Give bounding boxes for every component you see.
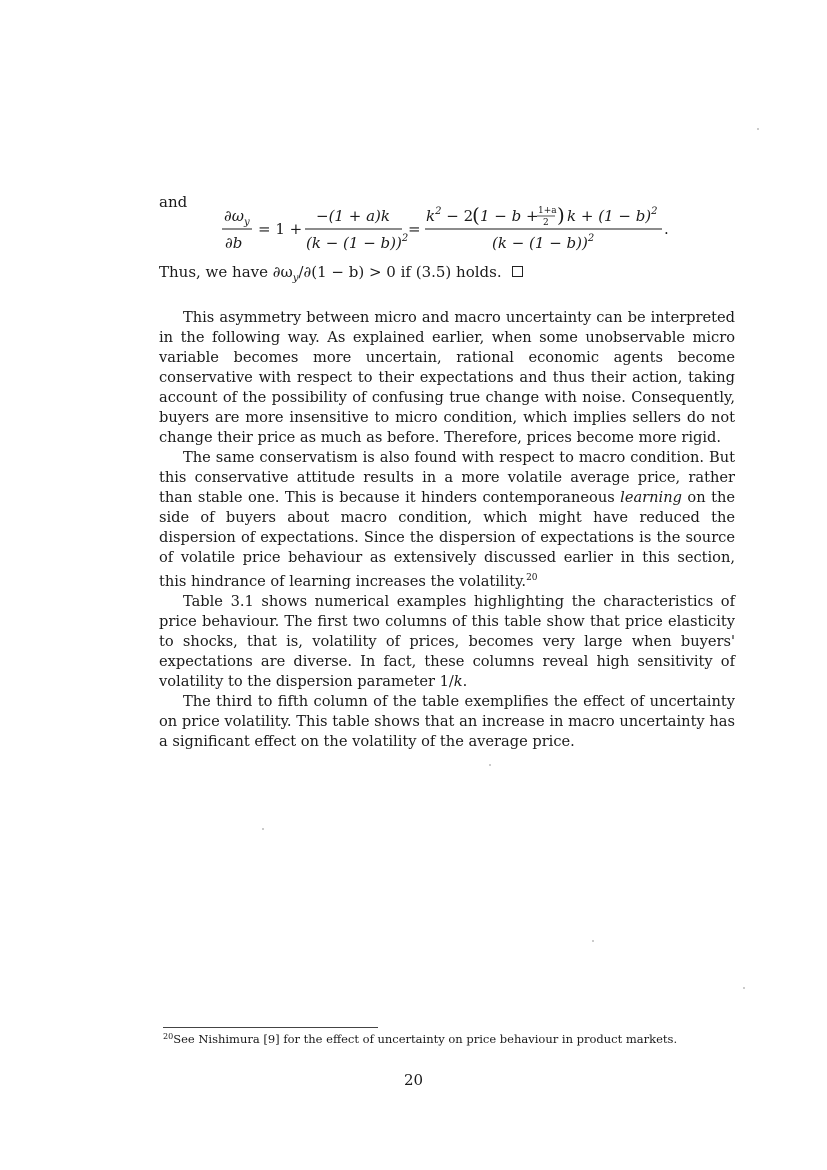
footnote-ref: 20 (526, 573, 538, 583)
scan-speck (262, 828, 264, 830)
equation-period: . (664, 220, 669, 238)
scan-speck (743, 987, 745, 989)
thus-subscript: y (292, 273, 299, 284)
right-paren: ) (557, 203, 565, 227)
scan-speck (592, 940, 594, 942)
footnote-rule (163, 1027, 378, 1028)
left-paren: ( (472, 203, 480, 227)
frac2-denominator: $(k - (1 - b))^2$ (492, 233, 595, 252)
emphasis-learning: learning (620, 489, 682, 506)
thus-prefix: Thus, we have ∂ω (159, 263, 293, 281)
paragraph-1: This asymmetry between micro and macro uncertainty can be interpreted in the following way. As explained earlier, when some unobservable micro variable becomes more uncertain, rational economic agents become conservative with respect to their expectations and thus their action, taking account of the possibility of confusing true change with noise. Consequently, buyers are more insensitive to micro condition, which implies sellers do not change their price as much as before. Therefore, prices become more rigid. (159, 309, 735, 446)
paragraph-2: The same conservatism is also found with respect to macro condition. But this conservative attitude results in a more volatile average price, rather than stable one. This is because it hinders contemporaneous learning on the side of buyers about macro condition, which might have reduced the dispersion of expectations. Since the dispersion of expectations is the source of volatile price behaviour as extensively discussed earlier in this section, this hindrance of learning increases the volatility.$^{20}$ (159, 449, 735, 590)
paren-inner: 1 − b + (480, 207, 539, 225)
footnote-text: See Nishimura [9] for the effect of uncertainty on price behaviour in product markets. (173, 1032, 678, 1046)
frac1-numerator: −(1 + a)k (316, 207, 390, 225)
paragraph-4: The third to fifth column of the table exemplifies the effect of uncertainty on price volatility. This table shows that an increase in macro uncertainty has a significant effect on the volatility of the average price. (159, 692, 735, 750)
thus-suffix: /∂(1 − b) > 0 if (3.5) holds. (298, 263, 502, 281)
equals-one-plus: = 1 + (258, 220, 303, 238)
lhs-denominator: ∂b (225, 234, 243, 252)
equals-sign: = (408, 220, 421, 238)
frac2-numerator-start: $k^2 - 2$ (426, 206, 474, 225)
scan-speck (757, 128, 759, 130)
derivative-equation (222, 203, 672, 261)
footnote (163, 1032, 677, 1046)
footnote-mark: 20 (163, 1032, 174, 1041)
page-number: 20 (403, 1071, 424, 1089)
frac2-numerator-end: $k + (1 - b)^2$ (567, 206, 658, 225)
frac1-denominator: $(k - (1 - b))^2$ (306, 233, 409, 252)
scan-speck (489, 764, 491, 766)
lhs-numerator: $\partial\omega_y$ (224, 207, 250, 228)
qed-square-icon (512, 266, 523, 277)
small-frac-den: 2 (543, 218, 549, 228)
paragraph-3: Table 3.1 shows numerical examples highlighting the characteristics of price behaviour. The first two columns of this table show that price elasticity to shocks, that is, volatility of prices, becomes very large when buyers' expectations are diverse. In fact, these columns reveal high sensitivity of volatility to the dispersion parameter 1/k. (159, 592, 735, 690)
body-text (159, 308, 735, 752)
intro-word: and (159, 193, 188, 211)
small-frac-num: 1+a (538, 206, 557, 216)
thus-line (159, 263, 523, 284)
